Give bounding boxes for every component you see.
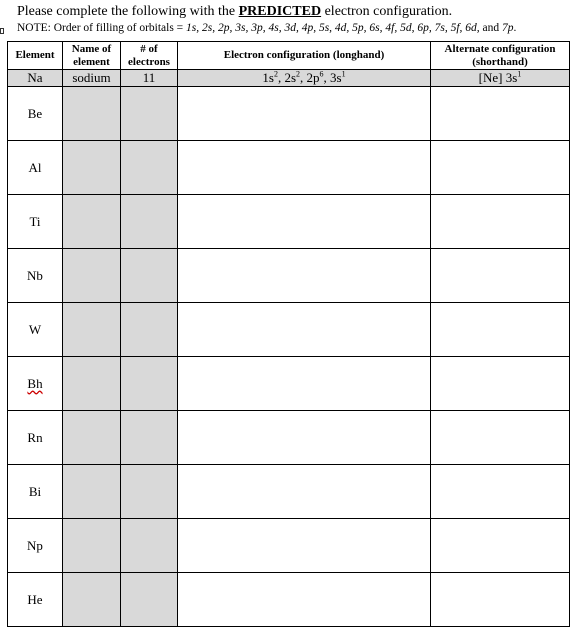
longhand-term-2: , 2s [277, 70, 297, 85]
example-name: sodium [63, 70, 121, 87]
shorthand-cell[interactable] [431, 195, 570, 249]
column-header-shorthand-line1: Alternate configuration [444, 42, 556, 55]
shorthand-cell[interactable] [431, 411, 570, 465]
shorthand-cell[interactable] [431, 303, 570, 357]
longhand-term-1: 1s [262, 70, 274, 85]
note-orbitals: 1s, 2s, 2p, 3s, 3p, 4s, 3d, 4p, 5s, 4d, 5p, 6s, 4f, 5d, 6p, 7s, 5f, 6d, [186, 22, 480, 34]
longhand-exp-4: 1 [341, 69, 346, 79]
example-longhand [178, 70, 431, 87]
longhand-cell[interactable] [178, 195, 431, 249]
column-header-shorthand-line2: (shorthand) [472, 55, 528, 68]
name-cell[interactable] [63, 357, 121, 411]
longhand-cell[interactable] [178, 465, 431, 519]
name-cell[interactable] [63, 573, 121, 627]
note-last-orbital: 7p [502, 22, 514, 34]
instruction-prefix: Please complete the following with the [17, 4, 239, 19]
instruction-emphasis: PREDICTED [238, 4, 322, 19]
longhand-exp-2: 2 [296, 69, 301, 79]
note-and: and [479, 22, 502, 34]
electrons-cell[interactable] [121, 357, 178, 411]
element-row [8, 573, 570, 627]
element-symbol: Nb [8, 249, 63, 303]
element-symbol: Ti [8, 195, 63, 249]
longhand-cell[interactable] [178, 411, 431, 465]
longhand-term-4: , 3s [323, 70, 342, 85]
name-cell[interactable] [63, 87, 121, 141]
column-header-electrons-line2: electrons [128, 55, 170, 68]
column-header-element: Element [8, 42, 63, 70]
column-header-electrons [121, 42, 178, 70]
column-header-name-line2: element [73, 55, 110, 68]
element-symbol: Be [8, 87, 63, 141]
column-header-electrons-line1: # of [140, 42, 158, 55]
example-shorthand [431, 70, 570, 87]
column-header-name-line1: Name of [71, 42, 112, 55]
electrons-cell[interactable] [121, 573, 178, 627]
shorthand-cell[interactable] [431, 357, 570, 411]
shorthand-cell[interactable] [431, 519, 570, 573]
name-cell[interactable] [63, 465, 121, 519]
longhand-cell[interactable] [178, 141, 431, 195]
electrons-cell[interactable] [121, 303, 178, 357]
electrons-cell[interactable] [121, 411, 178, 465]
electron-config-table [7, 41, 570, 627]
longhand-cell[interactable] [178, 87, 431, 141]
element-symbol-text: Bh [27, 375, 43, 391]
longhand-cell[interactable] [178, 357, 431, 411]
longhand-cell[interactable] [178, 573, 431, 627]
shorthand-cell[interactable] [431, 465, 570, 519]
element-row [8, 303, 570, 357]
element-symbol: Al [8, 141, 63, 195]
element-symbol: He [8, 573, 63, 627]
name-cell[interactable] [63, 141, 121, 195]
electrons-cell[interactable] [121, 141, 178, 195]
electrons-cell[interactable] [121, 195, 178, 249]
name-cell[interactable] [63, 303, 121, 357]
instruction-suffix: electron configuration. [321, 4, 453, 19]
name-cell[interactable] [63, 195, 121, 249]
electrons-cell[interactable] [121, 519, 178, 573]
longhand-cell[interactable] [178, 303, 431, 357]
longhand-cell[interactable] [178, 249, 431, 303]
name-cell[interactable] [63, 411, 121, 465]
name-cell[interactable] [63, 519, 121, 573]
shorthand-exp: 1 [517, 69, 522, 79]
header-row [8, 42, 570, 70]
electrons-cell[interactable] [121, 87, 178, 141]
orbital-order-note [17, 21, 516, 35]
longhand-exp-3: 6 [319, 69, 324, 79]
element-row [8, 195, 570, 249]
element-symbol: W [8, 303, 63, 357]
note-prefix: NOTE: Order of filling of orbitals = [17, 22, 187, 34]
element-row [8, 519, 570, 573]
element-row [8, 87, 570, 141]
element-symbol: Rn [8, 411, 63, 465]
longhand-cell[interactable] [178, 519, 431, 573]
shorthand-cell[interactable] [431, 141, 570, 195]
electrons-cell[interactable] [121, 249, 178, 303]
element-symbol: Bi [8, 465, 63, 519]
shorthand-cell[interactable] [431, 249, 570, 303]
shorthand-term: [Ne] 3s [478, 70, 518, 85]
shorthand-cell[interactable] [431, 87, 570, 141]
element-symbol [8, 357, 63, 411]
column-header-name [63, 42, 121, 70]
instruction-text [17, 4, 452, 20]
element-row [8, 357, 570, 411]
note-end: . [513, 22, 517, 34]
element-row [8, 465, 570, 519]
element-symbol: Np [8, 519, 63, 573]
electrons-cell[interactable] [121, 465, 178, 519]
column-header-shorthand [431, 42, 570, 70]
example-electrons: 11 [121, 70, 178, 87]
example-row [8, 70, 570, 87]
name-cell[interactable] [63, 249, 121, 303]
element-row [8, 411, 570, 465]
shorthand-cell[interactable] [431, 573, 570, 627]
longhand-term-3: , 2p [300, 70, 320, 85]
drag-handle[interactable] [0, 28, 4, 34]
element-row [8, 249, 570, 303]
column-header-longhand: Electron configuration (longhand) [178, 42, 431, 70]
example-element: Na [8, 70, 63, 87]
longhand-exp-1: 2 [273, 69, 278, 79]
element-row [8, 141, 570, 195]
